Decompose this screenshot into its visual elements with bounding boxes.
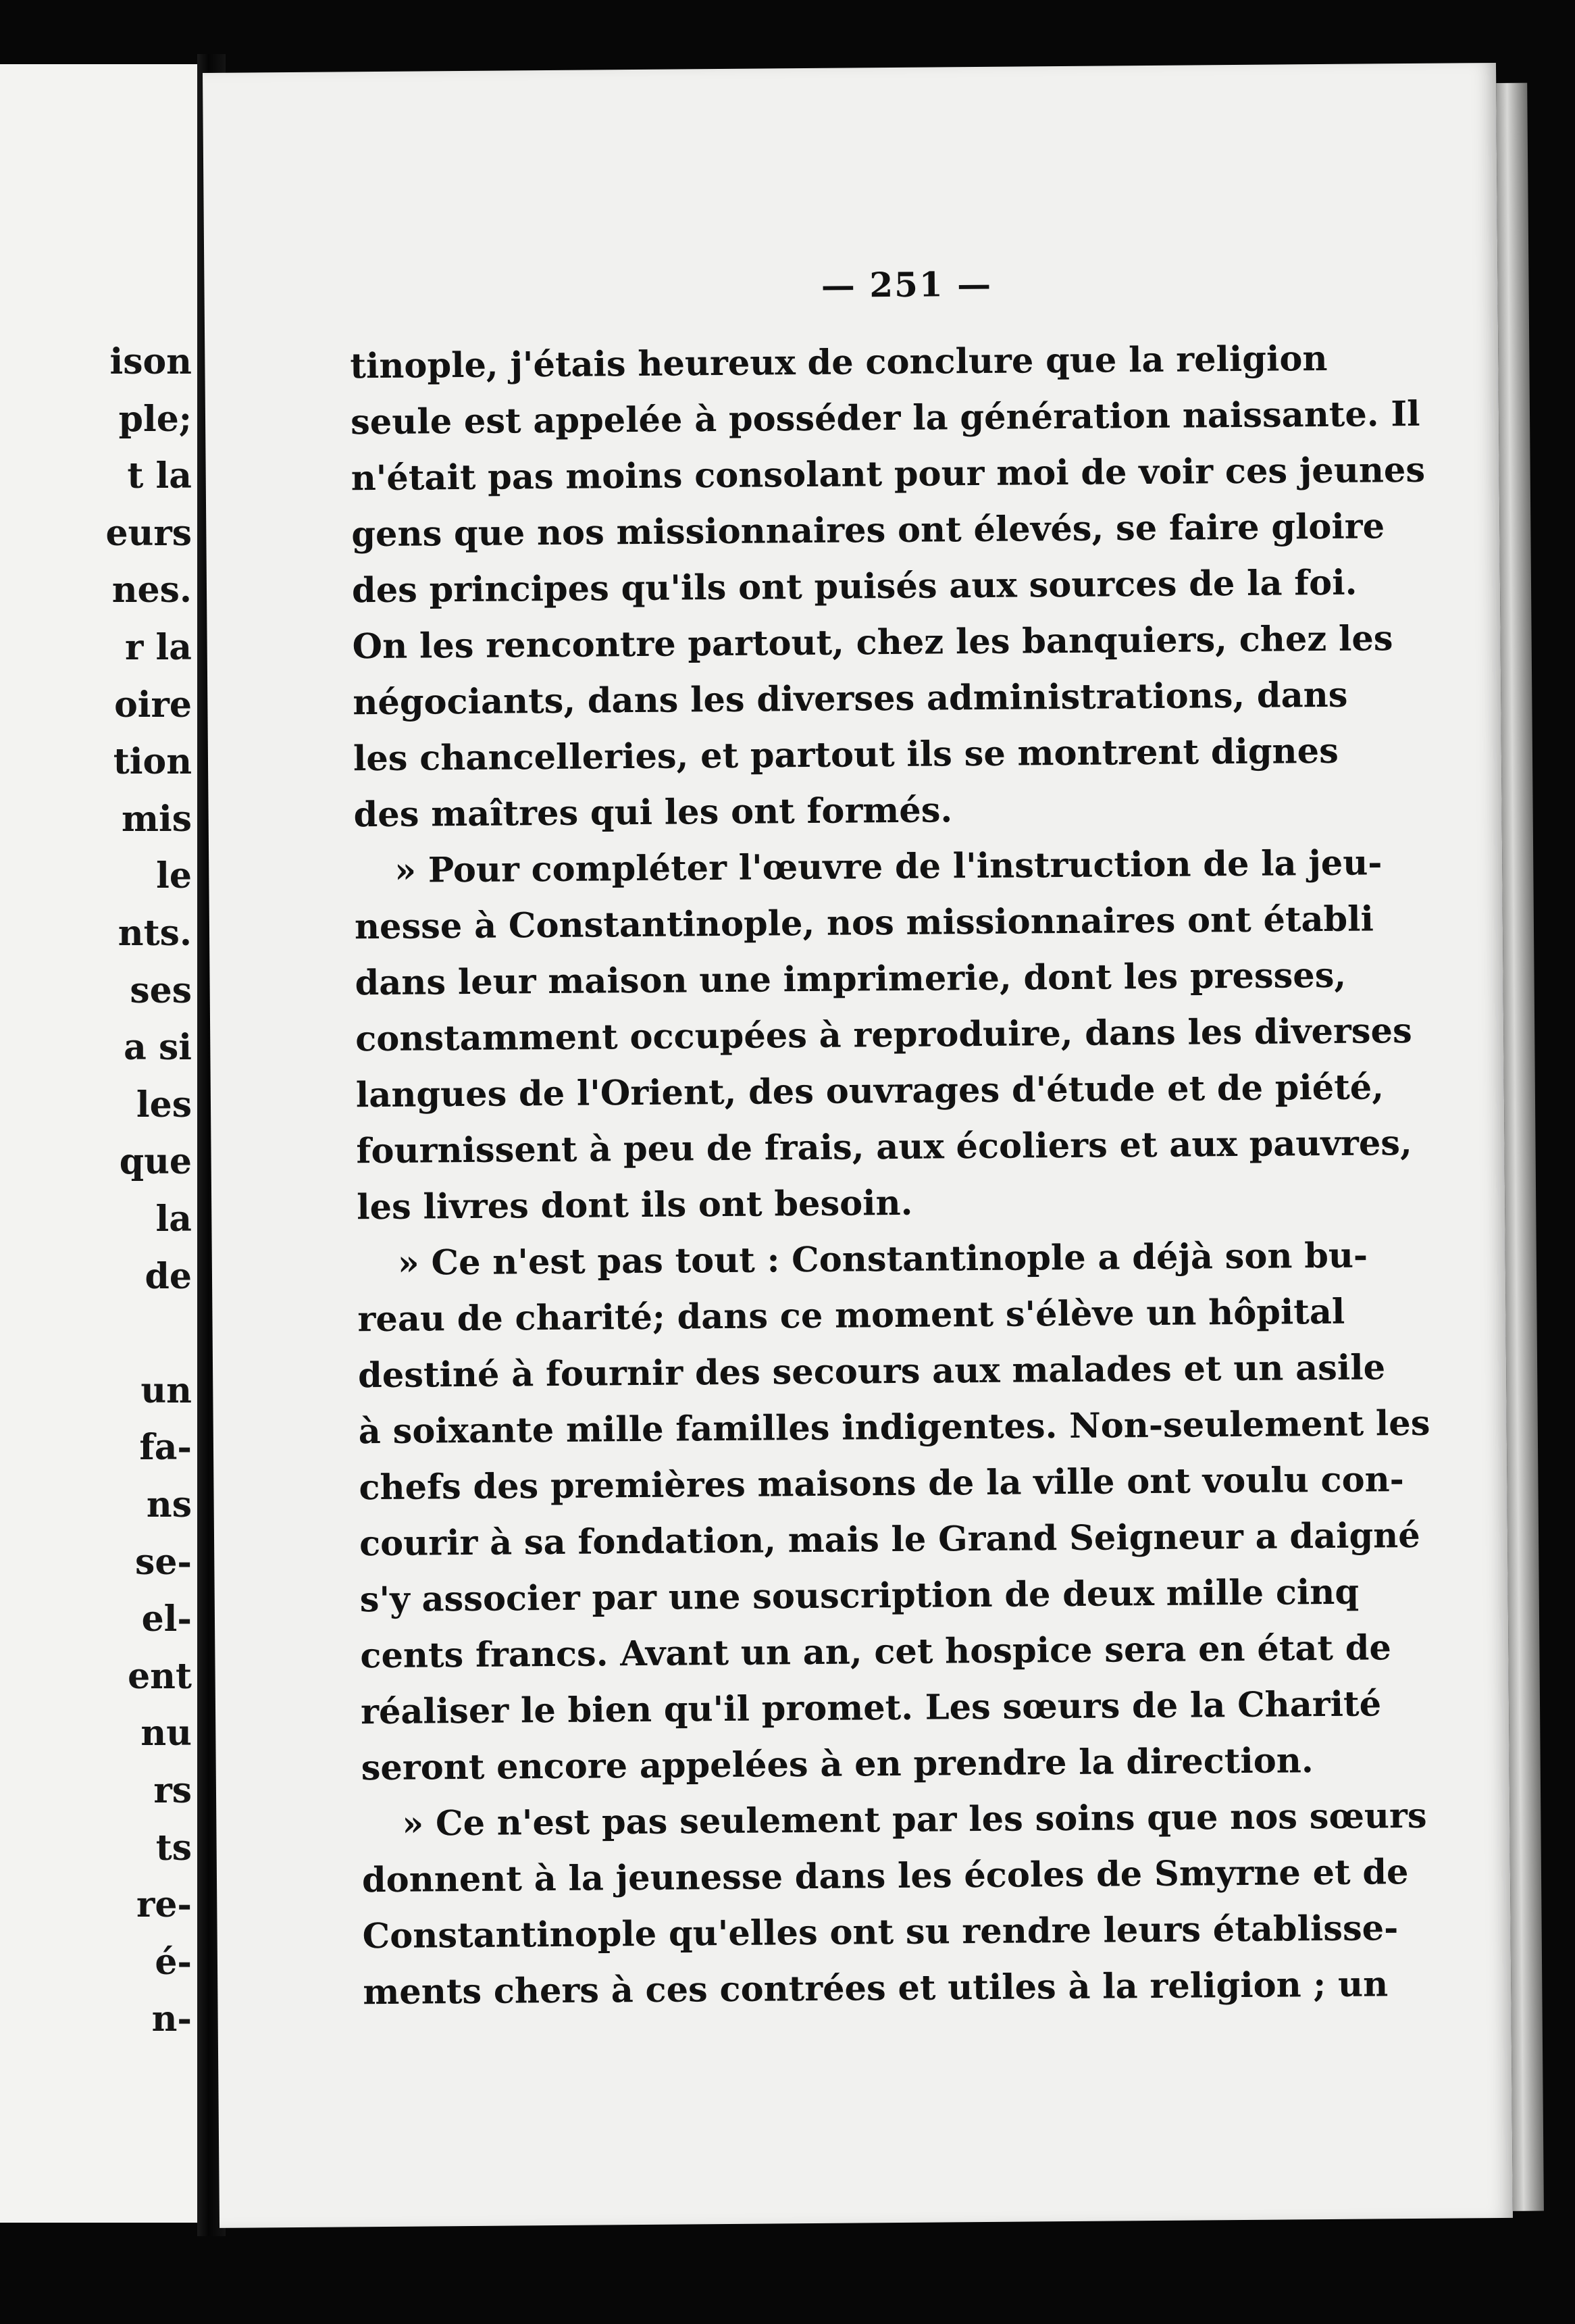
text-line: chefs des premières maisons de la ville ont voulu con- <box>359 1459 1405 1509</box>
previous-page-line: que <box>119 1141 192 1183</box>
text-line: fournissent à peu de frais, aux écoliers et aux pauvres, <box>356 1122 1413 1172</box>
text-line: seule est appelée à posséder la génération naissante. Il <box>350 393 1420 443</box>
previous-page-line: ns <box>146 1484 192 1525</box>
previous-page-line: oire <box>114 684 192 726</box>
previous-page-line: é- <box>155 1941 192 1983</box>
text-line: » Ce n'est pas tout : Constantinople a déjà son bu- <box>397 1235 1368 1284</box>
previous-page-line: les <box>136 1084 192 1126</box>
text-line: réaliser le bien qu'il promet. Les sœurs de la Charité <box>360 1684 1382 1733</box>
text-line: tinople, j'étais heureux de conclure que la religion <box>350 338 1328 387</box>
text-line: constamment occupées à reproduire, dans les diverses <box>355 1010 1412 1060</box>
text-line: des principes qu'ils ont puisés aux sources de la foi. <box>351 562 1358 611</box>
text-line: On les rencontre partout, chez les banquiers, chez les <box>352 618 1393 667</box>
text-line: des maîtres qui les ont formés. <box>353 790 953 836</box>
previous-page-line: nes. <box>111 570 192 611</box>
previous-page-line: a si <box>124 1027 192 1069</box>
previous-page-line: t la <box>127 455 192 497</box>
previous-page-line: ts <box>155 1827 192 1869</box>
text-line: les chancelleries, et partout ils se montrent dignes <box>353 730 1339 780</box>
previous-page-line: fa- <box>139 1427 192 1469</box>
text-line: » Ce n'est pas seulement par les soins que nos sœurs <box>402 1795 1427 1844</box>
page-number: — 251 — <box>821 263 993 305</box>
previous-page-line: se- <box>135 1541 192 1583</box>
previous-page-fragment <box>0 64 199 2223</box>
previous-page-line: ent <box>128 1655 192 1697</box>
text-line: » Pour compléter l'œuvre de l'instruction de la jeu- <box>394 842 1383 891</box>
previous-page-line: nu <box>140 1713 192 1754</box>
previous-page-line: eurs <box>105 512 192 554</box>
text-line: s'y associer par une souscription de deux mille cinq <box>359 1571 1360 1621</box>
text-line: n'était pas moins consolant pour moi de voir ces jeunes <box>351 449 1426 499</box>
text-line: les livres dont ils ont besoin. <box>356 1182 913 1228</box>
text-line: négociants, dans les diverses administrations, dans <box>353 674 1348 724</box>
text-line: cents francs. Avant un an, cet hospice sera en état de <box>360 1627 1392 1677</box>
previous-page-line: r la <box>125 627 192 668</box>
text-line: reau de charité; dans ce moment s'élève un hôpital <box>357 1291 1345 1340</box>
previous-page-line: rs <box>153 1770 192 1811</box>
previous-page-line: ses <box>130 969 192 1011</box>
previous-page-line: re- <box>136 1884 192 1926</box>
text-line: dans leur maison une imprimerie, dont les presses, <box>355 955 1347 1004</box>
text-line: courir à sa fondation, mais le Grand Seigneur a daigné <box>359 1515 1420 1565</box>
previous-page-line: ison <box>109 341 192 382</box>
text-line: ments chers à ces contrées et utiles à la religion ; un <box>363 1964 1389 2013</box>
text-line: à soixante mille familles indigentes. Non-seulement les <box>358 1403 1430 1452</box>
previous-page-line: nts. <box>118 913 192 954</box>
text-line: destiné à fournir des secours aux malades et un asile <box>357 1347 1386 1396</box>
text-line: gens que nos missionnaires ont élevés, se faire gloire <box>351 506 1385 555</box>
previous-page-line: tion <box>113 741 192 783</box>
previous-page-line: de <box>145 1255 192 1297</box>
text-line: seront encore appelées à en prendre la direction. <box>361 1740 1314 1789</box>
previous-page-line: un <box>140 1369 192 1411</box>
book-page <box>203 63 1513 2228</box>
previous-page-line: le <box>156 855 192 897</box>
previous-page-line: ple; <box>118 398 192 440</box>
previous-page-line: la <box>155 1198 192 1240</box>
text-line: Constantinople qu'elles ont su rendre leurs établisse- <box>362 1908 1399 1957</box>
body-text <box>350 331 1430 2021</box>
text-line: nesse à Constantinople, nos missionnaires ont établi <box>354 899 1374 948</box>
previous-page-line: el- <box>141 1598 192 1640</box>
previous-page-line: mis <box>121 798 192 840</box>
text-line: langues de l'Orient, des ouvrages d'étude et de piété, <box>355 1067 1385 1116</box>
previous-page-line: n- <box>151 1998 192 2040</box>
text-line: donnent à la jeunesse dans les écoles de Smyrne et de <box>361 1852 1409 1901</box>
